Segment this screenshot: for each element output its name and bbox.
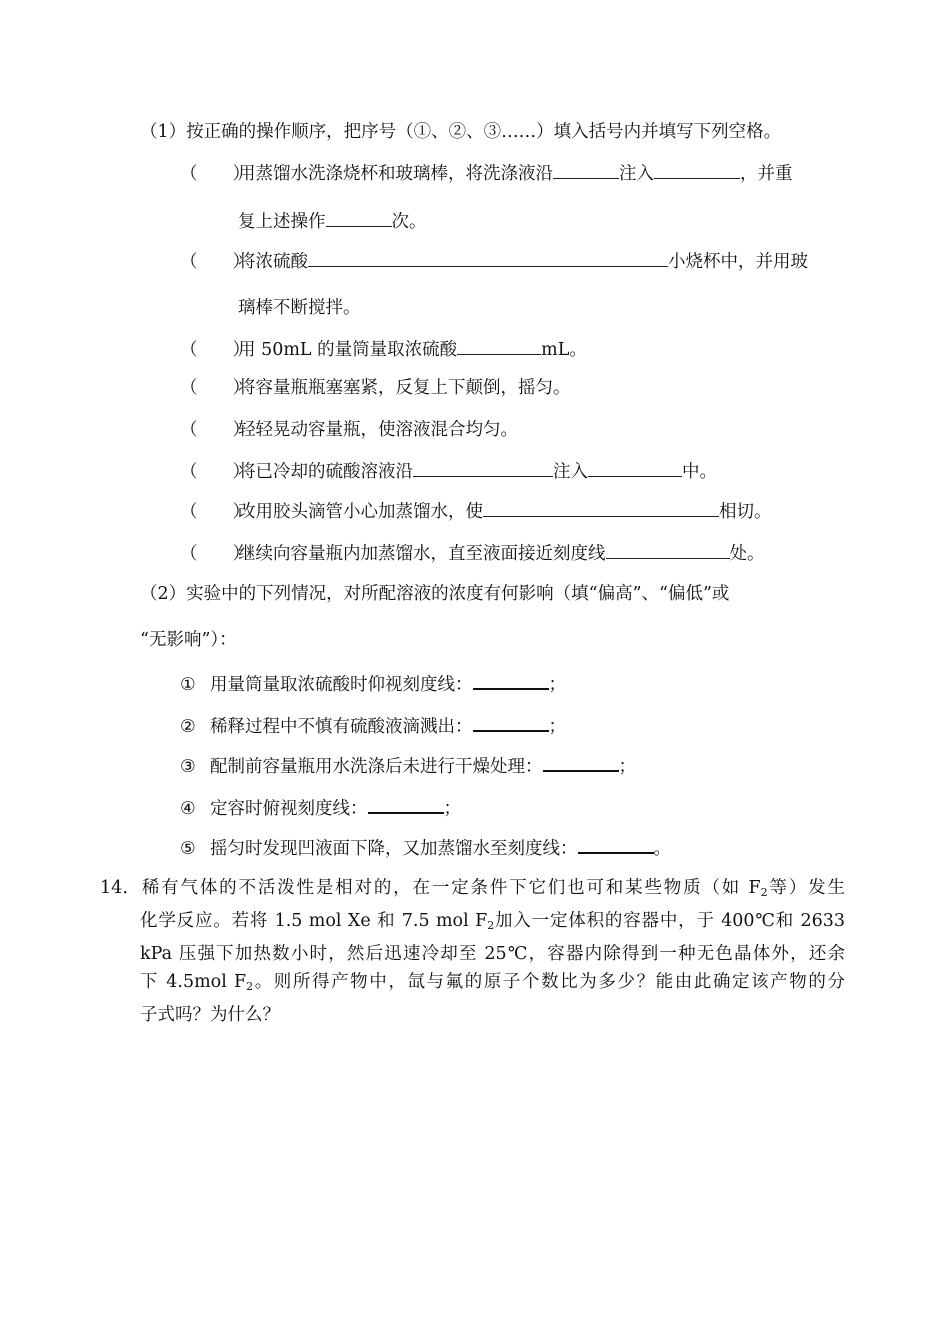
q2-item-4: ④ 定容时俯视刻度线： ； — [180, 794, 461, 821]
q2-heading-line-2: “无影响”）： — [140, 630, 237, 650]
q2-item-5-blank[interactable] — [578, 834, 654, 854]
q14-line-1: 14．稀有气体的不活泼性是相对的，在一定条件下它们也可和某些物质（如 $F_2$等）发生 — [100, 874, 845, 907]
step-3-order-paren[interactable]: （ ） — [180, 340, 250, 360]
q2-item-5: ⑤ 摇匀时发现凹液面下降，又加蒸馏水至刻度线： 。 — [180, 834, 671, 861]
step-4-order-paren[interactable]: （ ） — [180, 378, 250, 398]
q14-number: 14． — [100, 878, 140, 898]
q2-item-4-blank[interactable] — [368, 794, 444, 814]
step-2-order-paren[interactable]: （ ） — [180, 252, 250, 272]
step-4-line: （ ）将容量瓶瓶塞塞紧，反复上下颠倒，摇匀。 — [180, 378, 571, 398]
step-8-line: （ ）继续向容量瓶内加蒸馏水，直至液面接近刻度线 处。 — [180, 540, 765, 566]
step-2-line-2: 璃棒不断搅拌。 — [238, 298, 361, 318]
q2-item-1-blank[interactable] — [473, 670, 549, 690]
step-6-blank-along[interactable] — [413, 458, 553, 477]
step-1-order-paren[interactable]: （ ） — [180, 164, 250, 184]
q14-line-2: 化学反应。若将 1.5 mol Xe 和 7.5 mol $F_2$加入一定体积的容器中，于 400℃和 2633 — [140, 911, 845, 932]
step-7-order-paren[interactable]: （ ） — [180, 502, 250, 522]
q2-item-1: ① 用量筒量取浓硫酸时仰视刻度线： ； — [180, 670, 566, 697]
q1-heading: （1）按正确的操作顺序，把序号（①、②、③……）填入括号内并填写下列空格。 — [140, 122, 782, 142]
q2-item-2-blank[interactable] — [473, 712, 549, 732]
step-1-line-2: 复上述操作 次。 — [238, 208, 427, 234]
step-3-line: （ ）用 50mL 的量筒量取浓硫酸 mL。 — [180, 336, 587, 362]
question-14 — [100, 874, 845, 1029]
q14-line-4: 下 4.5mol $F_2$。则所得产物中，氙与氟的原子个数比为多少？能由此确定该产物的分 — [140, 972, 845, 993]
step-2-line-1: （ ）将浓硫酸 小烧杯中，并用玻 — [180, 248, 808, 274]
step-1-blank-into[interactable] — [654, 160, 740, 179]
q2-item-2: ② 稀释过程中不慎有硫酸液滴溅出： ； — [180, 712, 566, 739]
q2-item-3: ③ 配制前容量瓶用水洗涤后未进行干燥处理： ； — [180, 752, 636, 779]
step-1-line-1: （ ）用蒸馏水洗涤烧杯和玻璃棒，将洗涤液沿 注入 ，并重 — [180, 160, 793, 186]
step-8-blank-distance[interactable] — [606, 540, 730, 559]
q14-line-3: kPa 压强下加热数小时，然后迅速冷却至 25℃，容器内除得到一种无色晶体外，还余 — [140, 944, 845, 964]
step-7-line: （ ）改用胶头滴管小心加蒸馏水，使 相切。 — [180, 498, 772, 524]
step-2-blank-action[interactable] — [308, 248, 668, 267]
step-1-blank-along[interactable] — [553, 160, 619, 179]
step-7-blank-tangent[interactable] — [483, 498, 719, 517]
step-8-order-paren[interactable]: （ ） — [180, 544, 250, 564]
step-5-line: （ ）轻轻晃动容量瓶，使溶液混合均匀。 — [180, 420, 518, 440]
q2-heading-line-1: （2）实验中的下列情况，对所配溶液的浓度有何影响（填“偏高”、“偏低”或 — [140, 584, 730, 604]
q14-line-5: 子式吗？为什么？ — [140, 1005, 280, 1025]
step-6-blank-into[interactable] — [588, 458, 682, 477]
step-5-order-paren[interactable]: （ ） — [180, 420, 250, 440]
step-6-line: （ ）将已冷却的硫酸溶液沿 注入 中。 — [180, 458, 717, 484]
step-3-blank-volume[interactable] — [457, 336, 541, 355]
step-6-order-paren[interactable]: （ ） — [180, 462, 250, 482]
step-1-blank-times[interactable] — [326, 208, 392, 227]
q2-item-3-blank[interactable] — [543, 752, 619, 772]
